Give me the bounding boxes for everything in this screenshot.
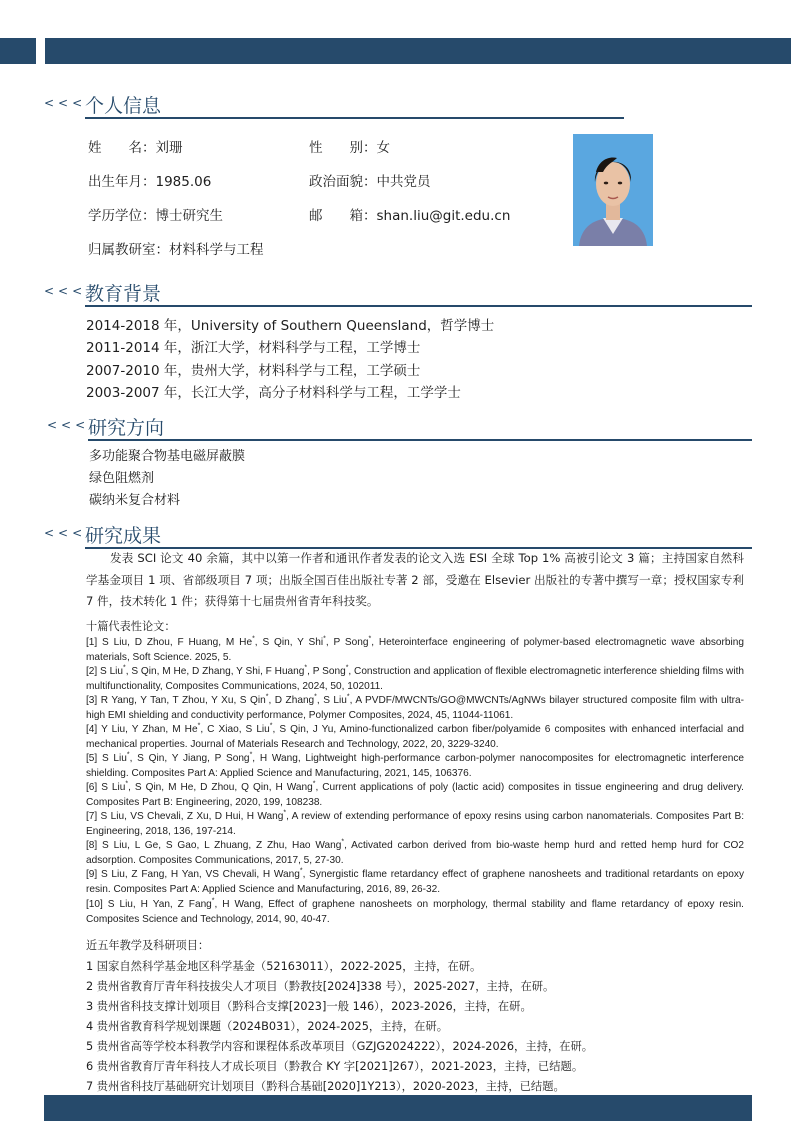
education-item: 2007-2010 年，贵州大学，材料科学与工程，工学硕士 [86, 363, 421, 379]
project-item: 5 贵州省高等学校本科教学内容和课程体系改革项目（GZJG2024222），2024-2026，主持，在研。 [86, 1040, 594, 1053]
chevrons-icon: <<< [44, 526, 87, 540]
politics-label: 政治面貌： [309, 174, 377, 190]
section-title: 研究方向 [88, 417, 165, 439]
degree-value: 博士研究生 [155, 208, 223, 224]
section-research [47, 416, 752, 442]
name-label: 姓 名： [88, 140, 156, 156]
papers-heading: 十篇代表性论文： [86, 620, 176, 633]
section-divider [88, 439, 752, 441]
section-personal-info [44, 94, 624, 120]
chevrons-icon: <<< [44, 284, 87, 298]
project-item: 6 贵州省教育厅青年科技人才成长项目（黔教合 KY 字[2021]267），2021-2023，主持，已结题。 [86, 1060, 584, 1073]
paper-item: [10] S Liu, H Yan, Z Fang*, H Wang, Effect of graphene nanosheets on morphology, thermal stability and flame retardancy of epoxy resin. Composites Science and Technology, 2014, 90, 40-47. [86, 897, 744, 925]
education-item: 2011-2014 年，浙江大学，材料科学与工程，工学博士 [86, 340, 421, 356]
gender-label: 性 别： [309, 140, 377, 156]
section-title: 教育背景 [85, 283, 162, 305]
paper-item: [7] S Liu, VS Chevali, Z Xu, D Hui, H Wang*, A review of extending performance of epoxy resins using carbon nanomaterials. Composites Part B: Engineering, 2018, 136, 197-214. [86, 809, 745, 837]
degree-row [88, 204, 223, 224]
chevrons-icon: <<< [47, 418, 90, 432]
department-row [88, 238, 264, 258]
gender-value: 女 [376, 140, 390, 156]
paper-item: [6] S Liu*, S Qin, M He, D Zhou, Q Qin, H Wang*, Current applications of poly (lactic acid) composites in tissue engineering and drug delivery. Composites Part B: Engineering, 2020, 199, 108238. [86, 780, 744, 808]
paper-item: [4] Y Liu, Y Zhan, M He*, C Xiao, S Liu*, S Qin, J Yu, Amino-functionalized carbon fiber/polyamide 6 composites with enhanced interfacial and mechanical properties. Journal of Materials Research and Technology, 2022, 20, 3229-3240. [86, 722, 744, 750]
education-item: 2014-2018 年，University of Southern Queensland，哲学博士 [86, 318, 495, 334]
department-value: 材料科学与工程 [169, 242, 264, 258]
paper-item: [3] R Yang, Y Tan, T Zhou, Y Xu, S Qin*, D Zhang*, S Liu*, A PVDF/MWCNTs/GO@MWCNTs/AgNWs bilayer structured composite film with ultra-high EMI shielding and conductivity performance, Polymer Composites, 2024, 45, 11044-11061. [86, 693, 744, 721]
name-value: 刘珊 [155, 140, 183, 156]
politics-value: 中共党员 [376, 174, 431, 190]
name-row [88, 136, 183, 156]
paper-item: [9] S Liu, Z Fang, H Yan, VS Chevali, H Wang*, Synergistic flame retardancy effect of graphene nanosheets and traditional retardants on epoxy resin. Composites Part A: Applied Science and Manufacturing, 2016, 89, 26-32. [86, 867, 744, 895]
achievements-summary: 发表 SCI 论文 40 余篇，其中以第一作者和通讯作者发表的论文入选 ESI 全球 Top 1% 高被引论文 3 篇；主持国家自然科学基金项目 1 项、省部级项目 7 项；出版全国百佳出版社专著 2 部，受邀在 Elsevier 出版社的专著中撰写一章；授权国家专利 7 件，技术转化 1 件；获得第十七届贵州省青年科技奖。 [86, 551, 744, 608]
birth-row [88, 170, 211, 190]
gender-row [309, 136, 390, 156]
footer-bar [44, 1095, 752, 1121]
section-divider [85, 117, 624, 119]
section-education [44, 282, 752, 308]
project-item: 7 贵州省科技厅基础研究计划项目（黔科合基础[2020]1Y213），2020-2023，主持，已结题。 [86, 1080, 565, 1093]
project-item: 4 贵州省教育科学规划课题（2024B031），2024-2025，主持，在研。 [86, 1020, 449, 1033]
project-item: 1 国家自然科学基金地区科学基金（52163011），2022-2025，主持，在研。 [86, 960, 482, 973]
header-bar [45, 38, 791, 64]
header-bar-accent [0, 38, 36, 64]
projects-heading: 近五年教学及科研项目： [86, 939, 210, 952]
research-item: 绿色阻燃剂 [89, 471, 155, 486]
email-row [309, 204, 510, 224]
paper-item: [2] S Liu*, S Qin, M He, D Zhang, Y Shi, F Huang*, P Song*, Construction and application of flexible electromagnetic interference shielding films with multifunctionality, Composites Communications, 2024, 50, 102011. [86, 664, 744, 692]
birth-value: 1985.06 [155, 174, 212, 190]
project-item: 2 贵州省教育厅青年科技拔尖人才项目（黔教技[2024]338 号），2025-2027，主持，在研。 [86, 980, 555, 993]
research-item: 多功能聚合物基电磁屏蔽膜 [89, 449, 246, 464]
section-divider [85, 305, 752, 307]
research-item: 碳纳米复合材料 [89, 493, 181, 508]
section-achievements [44, 524, 752, 550]
education-item: 2003-2007 年，长江大学，高分子材料科学与工程，工学学士 [86, 385, 461, 401]
politics-row [309, 170, 431, 190]
section-title: 个人信息 [85, 95, 162, 117]
paper-item: [8] S Liu, L Ge, S Gao, L Zhuang, Z Zhu, Hao Wang*, Activated carbon derived from bio-waste hemp hurd and retted hemp hurd for CO2 adsorption. Composites Communications, 2017, 5, 27-30. [86, 838, 745, 866]
section-title: 研究成果 [85, 525, 162, 547]
birth-label: 出生年月： [88, 174, 156, 190]
email-value: shan.liu@git.edu.cn [376, 208, 511, 224]
degree-label: 学历学位： [88, 208, 156, 224]
chevrons-icon: <<< [44, 96, 87, 110]
paper-item: [1] S Liu, D Zhou, F Huang, M He*, S Qin, Y Shi*, P Song*, Heterointerface engineering of polymer-based electromagnetic wave absorbing materials, Soft Science. 2025, 5. [86, 635, 744, 663]
email-label: 邮 箱： [309, 208, 377, 224]
project-item: 3 贵州省科技支撑计划项目（黔科合支撑[2023]一般 146），2023-2026，主持，在研。 [86, 1000, 532, 1013]
paper-item: [5] S Liu*, S Qin, Y Jiang, P Song*, H Wang, Lightweight high-performance carbon-polymer nanocomposites for electromagnetic interference shielding. Composites Part A: Applied Science and Manufacturing, 2021, 145, 106376. [86, 751, 744, 779]
profile-photo [573, 134, 653, 246]
department-label: 归属教研室： [88, 242, 169, 258]
